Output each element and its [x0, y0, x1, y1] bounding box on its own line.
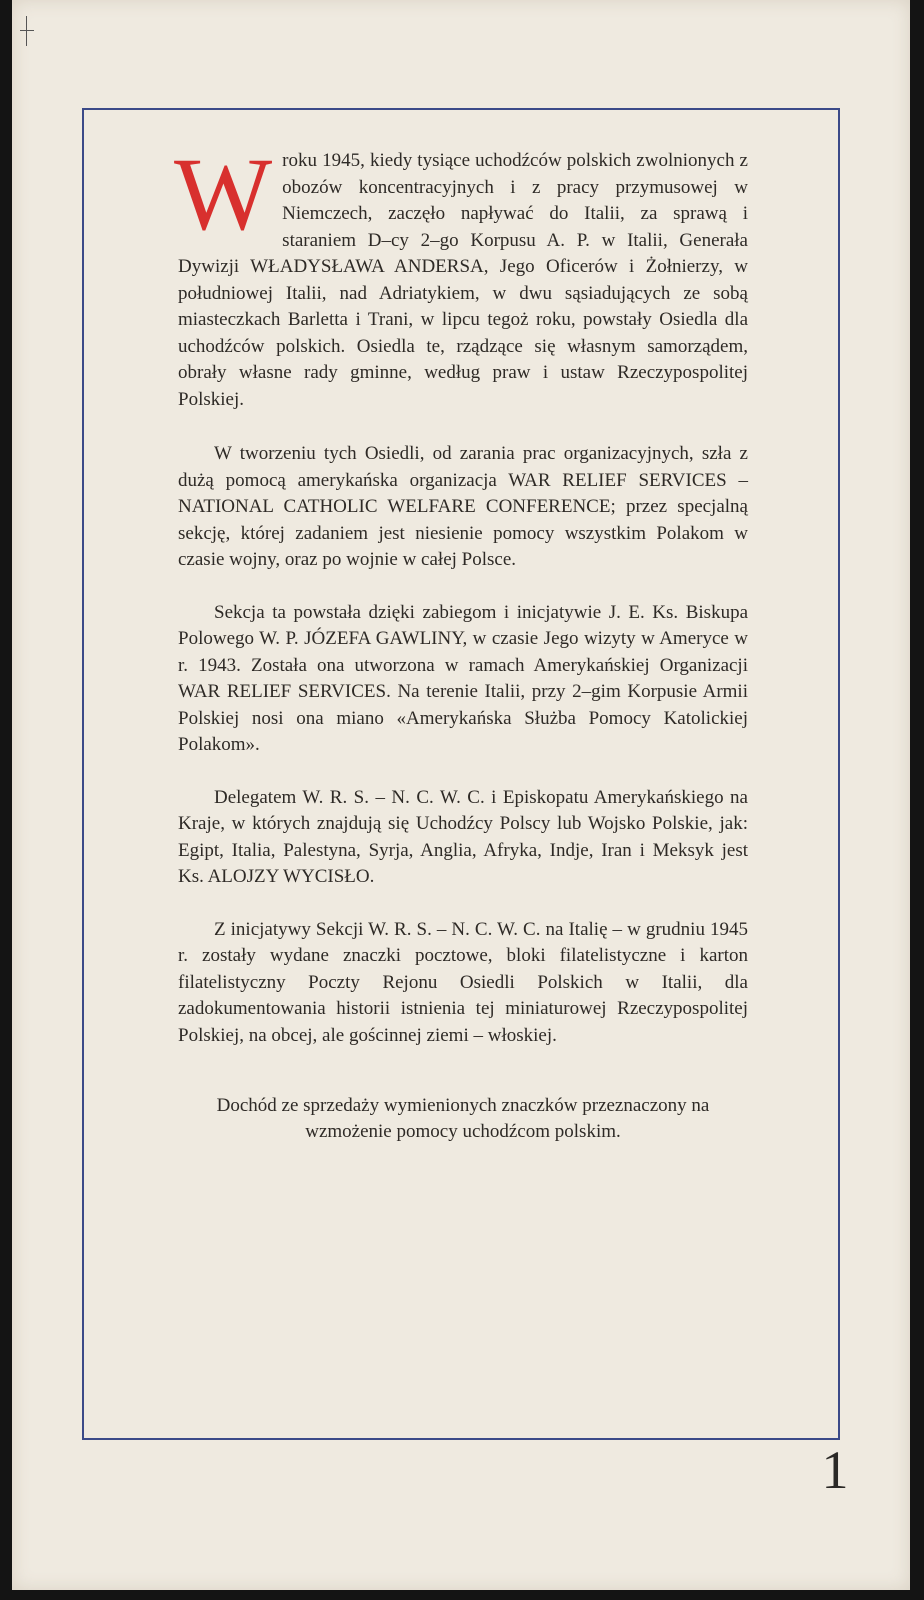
crop-mark-horizontal-line	[20, 30, 34, 31]
paragraph-5: Z inicjatywy Sekcji W. R. S. – N. C. W. C. na Italię – w grudniu 1945 r. zostały wydane znaczki pocztowe, bloki filatelistyczne i karton filatelistyczny Poczty Rejonu Osiedli Polskich w Italii, dla zadokumentowania historii istnienia tej miniaturowej Rzeczypospolitej Polskiej, na obcej, ale gościnnej ziemi – włoskiej.	[178, 918, 748, 1046]
page-number: 1	[821, 1440, 849, 1500]
document-page	[12, 0, 910, 1590]
paragraph-3: Sekcja ta powstała dzięki zabiegom i inicjatywie J. E. Ks. Biskupa Polowego W. P. JÓZEFA GAWLINY, w czasie Jego wizyty w Ameryce w r. 1943. Została ona utworzona w ramach Amerykańskiej Organizacji WAR RELIEF SERVICES. Na terenie Italii, przy 2–gim Korpusie Armii Polskiej nosi ona miano «Amerykańska Służba Pomocy Katolickiej Polakom».	[178, 601, 748, 755]
paragraph-4: Delegatem W. R. S. – N. C. W. C. i Episkopatu Amerykańskiego na Kraje, w których znajdują się Uchodźcy Polscy lub Wojsko Polskie, jak: Egipt, Italia, Palestyna, Syrja, Anglia, Afryka, Indje, Iran i Meksyk jest Ks. ALOJZY WYCISŁO.	[178, 786, 748, 887]
closing-note: Dochód ze sprzedaży wymienionych znaczków przeznaczony na wzmożenie pomocy uchodźcom polskim.	[216, 1095, 710, 1142]
paragraph-1-text: roku 1945, kiedy tysiące uchodźców polskich zwolnionych z obozów koncentracyjnych i z pracy przymusowej w Niemczech, zaczęło napływać do Italii, za sprawą i staraniem D–cy 2–go Korpusu A. P. w Italii, Generała Dywizji WŁADYSŁAWA ANDERSA, Jego Oficerów i Żołnierzy, w południowej Italii, nad Adriatykiem, w dwu sąsiadujących ze sobą miasteczkach Barletta i Trani, w lipcu tegoż roku, powstały Osiedla dla uchodźców polskich. Osiedla te, rządzące się własnym samorządem, obrały własne rady gminne, według praw i ustaw Rzeczypospolitej Polskiej.	[178, 150, 748, 410]
crop-mark	[18, 16, 36, 46]
text-frame	[82, 108, 840, 1440]
paragraph-2: W tworzeniu tych Osiedli, od zarania prac organizacyjnych, szła z dużą pomocą amerykańska organizacja WAR RELIEF SERVICES – NATIONAL CATHOLIC WELFARE CONFERENCE; przez specjalną sekcję, której zadaniem jest niesienie pomocy wszystkim Polakom w czasie wojny, oraz po wojnie w całej Polsce.	[178, 443, 748, 570]
document-body	[174, 137, 748, 1164]
paragraph-1	[174, 137, 748, 413]
drop-cap: W	[174, 137, 273, 252]
crop-mark-vertical-line	[26, 16, 27, 46]
